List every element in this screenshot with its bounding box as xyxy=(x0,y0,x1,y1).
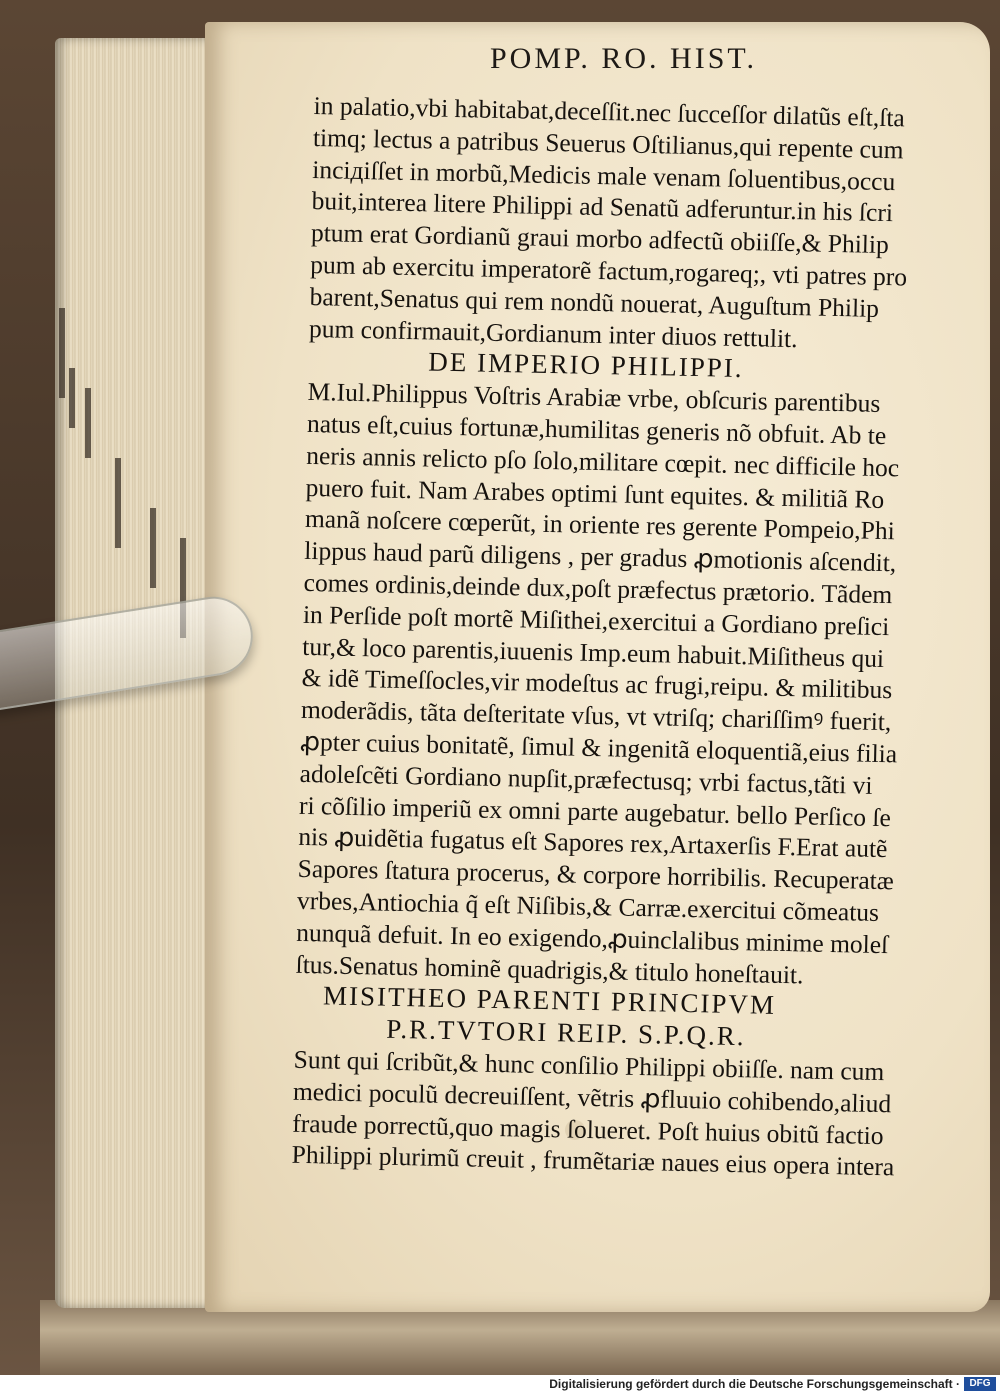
funding-credit: Digitalisierung gefördert durch die Deutsche Forschungsgemeinschaft · xyxy=(549,1377,960,1391)
edge-ink-mark xyxy=(150,508,156,588)
page-text xyxy=(291,90,963,1184)
edge-ink-mark xyxy=(85,388,91,458)
inscription-heading: MISITHEO PARENTI PRINCIPVM xyxy=(322,980,777,1021)
text-line: M.Iul.Philippus Voſtris Arabiæ vrbe, obſcuris parentibus xyxy=(307,377,881,419)
text-line: medici poculũ decreuiſſent, vẽtris ꝓfluuio cohibendo,aliud xyxy=(292,1076,892,1119)
text-line: inciдiſſet in morbũ,Medicis male venam ſoluentibus,occu xyxy=(312,154,896,196)
inscription-heading: P.R.TVTORI REIP. S.P.Q.R. xyxy=(386,1013,746,1052)
text-line: barent,Senatus qui rem nondũ nouerat, Auguſtum Philip xyxy=(309,281,880,323)
text-line: Sunt qui ſcribũt,& hunc conſilio Philippi obiiſſe. nam cum xyxy=(293,1044,885,1087)
text-line: lippus haud parũ diligens , per gradus ꝓmotionis aſcendit, xyxy=(304,536,897,578)
text-line: buit,interea litere Philippi ad Senatũ adferuntur.in his ſcri xyxy=(311,186,894,228)
text-line: natus eſt,cuius fortunæ,humilitas generis nõ obfuit. Ab te xyxy=(306,408,887,451)
text-line: comes ordinis,deinde dux,poſt præfectus prætorio. Tãdem xyxy=(303,567,893,610)
text-line: in Perſide poſt mortẽ Miſithei,exercitui a Gordiano preſici xyxy=(302,599,890,641)
section-heading: DE IMPERIO PHILIPPI. xyxy=(428,346,744,384)
text-line: vrbes,Antiochia q̃ eſt Niſibis,& Carræ.exercitui cõmeatus xyxy=(296,885,880,927)
footer-bar xyxy=(0,1375,1000,1395)
dfg-logo: DFG xyxy=(964,1377,996,1391)
text-line: puero fuit. Nam Arabes optimi ſunt equites. & militiã Ro xyxy=(305,472,885,514)
text-line: ptum erat Gordianũ graui morbo adfectũ obiiſſe,& Philip xyxy=(310,218,890,260)
text-line: & idẽ Timeſſocles,vir modeſtus ac frugi,reipu. & militibus xyxy=(301,663,893,705)
edge-ink-mark xyxy=(69,368,75,428)
text-line: fraude porrectũ,quo magis ſolueret. Poſt huius obitũ factio xyxy=(292,1108,884,1150)
text-line: Sapores ſtatura procerus, & corpore horribilis. Recuperatæ xyxy=(297,853,895,896)
text-line: adoleſcẽti Gordiano nupſit,præfectusq; vrbi factus,tãti vi xyxy=(299,758,873,800)
text-line: Philippi plurimũ creuit , frumẽtariæ naues eius opera intera xyxy=(291,1140,895,1182)
text-line: neris annis relicto pſo ſolo,militare cœpit. nec difficile hoc xyxy=(306,440,900,483)
edge-ink-mark xyxy=(59,308,65,398)
edge-ink-mark xyxy=(115,458,121,548)
text-line: manã noſcere cœperũt, in oriente res gerente Pompeio,Phi xyxy=(304,504,896,546)
text-line: nis ꝓuidẽtia fugatus eſt Sapores rex,Artaxerſis F.Erat autẽ xyxy=(298,822,888,864)
text-line: timq; lectus a patribus Seuerus Oſtilianus,qui repente cum xyxy=(312,122,904,165)
text-line: tur,& loco parentis,iuuenis Imp.eum habuit.Miſitheus qui xyxy=(302,631,885,673)
text-line: ꝓpter cuius bonitatẽ, ſimul & ingenitã eloquentiã,eius filia xyxy=(300,726,898,769)
text-line: in palatio,vbi habitabat,deceſſit.nec ſucceſſor dilatũs eſt,ſta xyxy=(313,90,906,133)
text-line: ſtus.Senatus hominẽ quadrigis,& titulo honeſtauit. xyxy=(295,949,804,989)
text-line: ri cõſilio imperiũ ex omni parte augebatur. bello Perſico ſe xyxy=(298,790,892,832)
text-line: nunquã defuit. In eo exigendo,ꝓuinclalibus minime moleſ xyxy=(296,917,889,959)
text-line: pum confirmauit,Gordianum inter diuos rettulit. xyxy=(308,313,798,353)
text-line: pum ab exercitu imperatorẽ factum,rogareq;, vti patres pro xyxy=(310,249,908,292)
text-line: moderãdis, tãta deſteritate vſus, vt vtriſq; chariſſimꝰ fuerit, xyxy=(300,695,892,737)
running-head: POMP. RO. HIST. xyxy=(490,42,757,75)
